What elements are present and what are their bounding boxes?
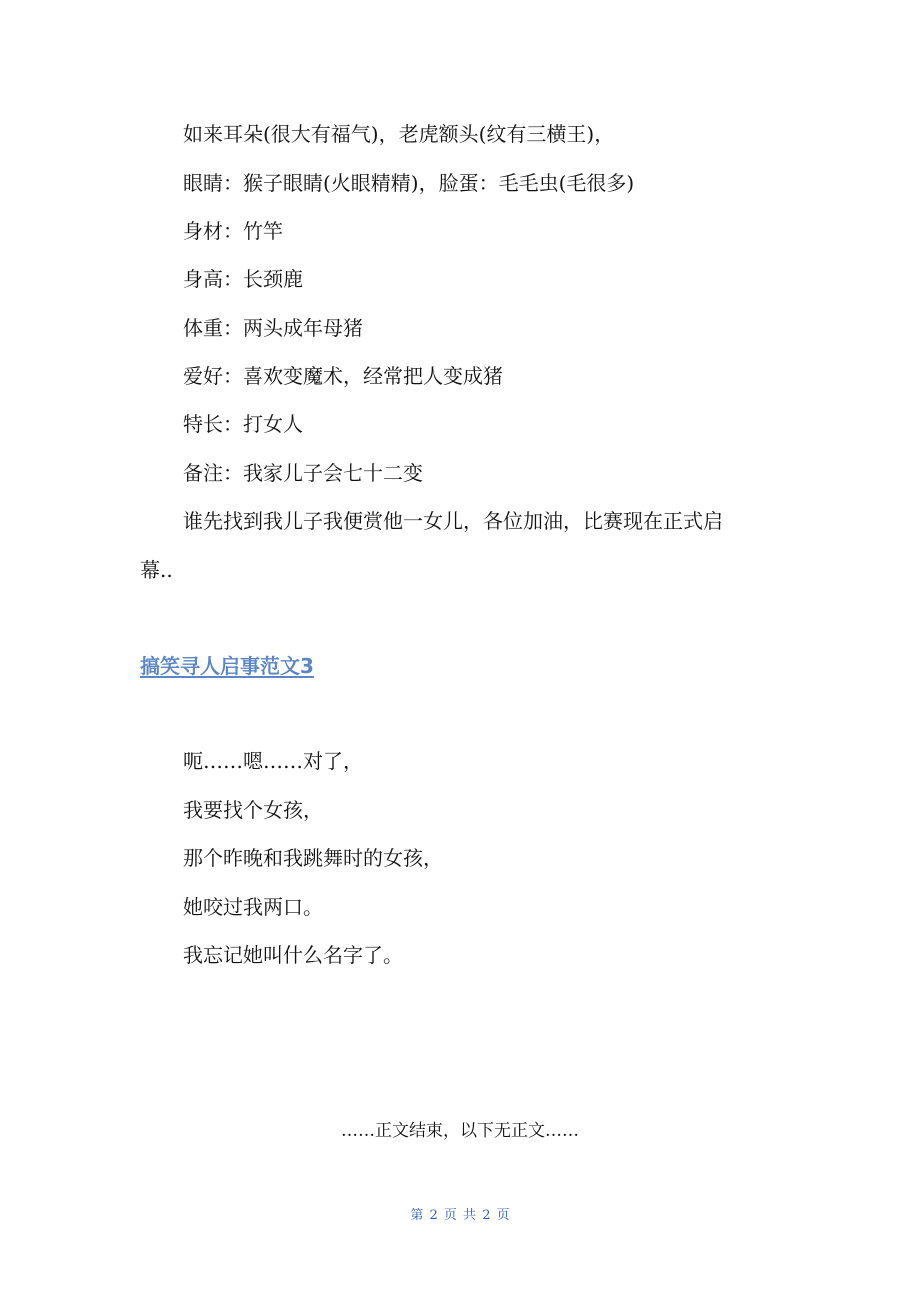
- body-line-ears-forehead: 如来耳朵(很大有福气)，老虎额头(纹有三横王)，: [183, 122, 615, 146]
- section-line-2: 我要找个女孩，: [183, 798, 323, 822]
- body-line-height: 身高：长颈鹿: [183, 267, 303, 291]
- body-line-remark: 备注：我家儿子会七十二变: [183, 461, 423, 485]
- section-line-5: 我忘记她叫什么名字了。: [183, 943, 403, 967]
- body-line-figure: 身材：竹竿: [183, 219, 283, 243]
- body-line-continuation: 幕..: [140, 558, 173, 582]
- body-line-eyes-face: 眼睛：猴子眼睛(火眼精精)，脸蛋：毛毛虫(毛很多): [183, 171, 635, 195]
- section-line-4: 她咬过我两口。: [183, 895, 323, 919]
- body-line-hobby: 爱好：喜欢变魔术，经常把人变成猪: [183, 364, 503, 388]
- body-line-reward: 谁先找到我儿子我便赏他一女儿，各位加油，比赛现在正式启: [183, 509, 723, 533]
- page-number: 第 2 页 共 2 页: [410, 1208, 510, 1223]
- body-line-specialty: 特长：打女人: [183, 412, 303, 436]
- body-line-weight: 体重：两头成年母猪: [183, 316, 363, 340]
- section-line-1: 呃……嗯……对了，: [183, 749, 363, 773]
- section-heading-link[interactable]: 搞笑寻人启事范文3: [140, 654, 314, 678]
- section-line-3: 那个昨晚和我跳舞时的女孩，: [183, 846, 443, 870]
- end-of-text-note: ……正文结束，以下无正文……: [341, 1121, 579, 1141]
